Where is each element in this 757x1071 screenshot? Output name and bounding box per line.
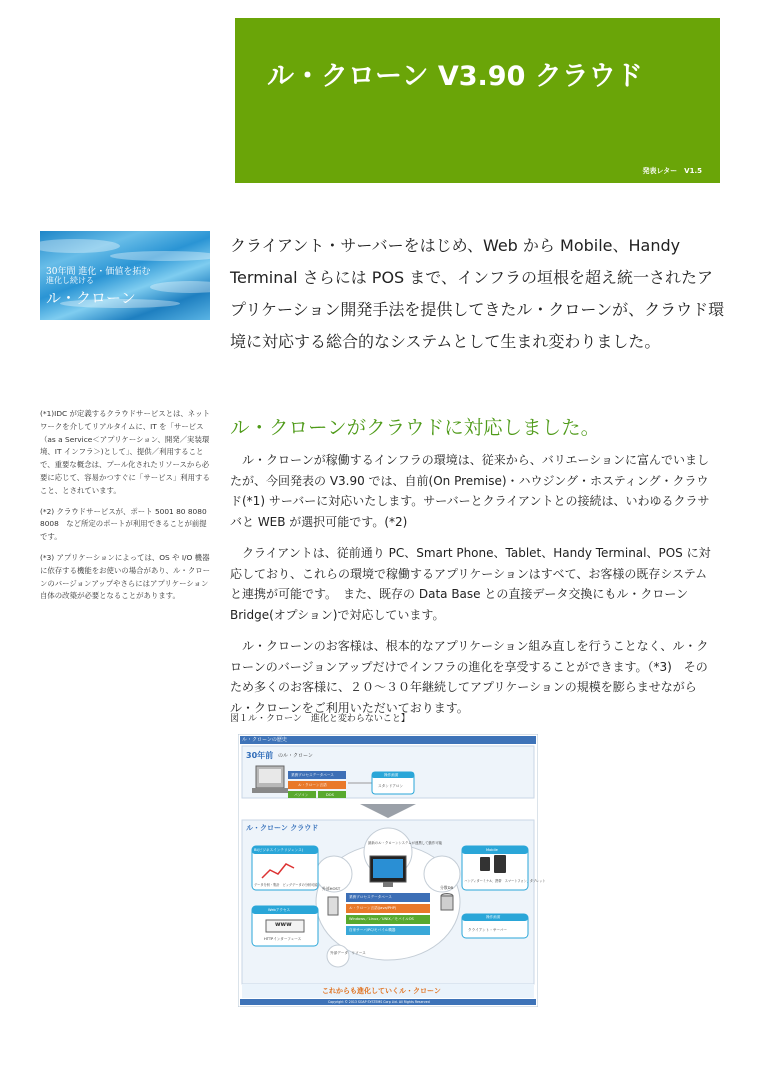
body-paragraph-3: ル・クローンのお客様は、根本的なアプリケーション組み直しを行うことなく、ル・クローンのバージョンアップだけでインフラの進化を享受することができます。（*3) そのため多くのお客様に、２０～３０年継続してアプリケーションの規模を膨らませながらル・クローンをご利用いただいております。 [230,639,709,715]
past-box-dos: DOS [326,792,334,797]
footnotes [40,408,212,611]
external-data-label: 外部データ リソース [330,951,366,955]
mobile-callout-text: ハンディターミナル、携帯 スマートフォン、タブレット [464,879,546,883]
body-text [230,450,718,729]
title-banner [235,18,720,183]
past-callout-title: 操作画面 [384,772,399,777]
body-paragraph-2: クライアントは、従前通り PC、Smart Phone、Tablet、Handy Terminal、POS に対応しており、これらの環境で稼働するアプリケーションはすべて、お客様の既存システムと連携が可能です。 また、既存の Data Base との直接データ交換にもル・クローン Bridge(オプション)で対応しています。 [230,546,711,622]
document-version: 発表レター V1.5 [642,167,702,175]
distributed-db-label: 分散DB [440,885,454,890]
hero-line-3: ル・クローン [46,289,136,307]
stack-devices: 自家サーバ/PC/モバイル機器 [349,928,396,932]
figure-copyright: Copyright © 2013 SOAP SYSTEMS Corp Ltd. All Rights Reserved [328,999,430,1004]
op-callout-text: クライアント・サーバー [468,928,507,932]
evolution-figure [238,734,546,1007]
center-note: 最新のル・クローンシステムが連携して動作可能 [368,841,443,845]
external-host-label: 外部HOST [322,886,341,891]
hero-line-1: 30年間 進化・価値を拓む [46,267,151,277]
footnote-3: (*3) アプリケーションによっては、OS や I/O 機器に依存する機能をお使いの場合があり、ル・クローンのバージョンアップやさらにはアプリケーション自体の改築が必要となることがあります。 [40,552,210,601]
past-box-lang: ル・クローン言語 [298,783,327,787]
www-icon: www [275,921,292,928]
footnote-1: (*1)IDC が定義するクラウドサービスとは、ネットワークを介してリアルタイムに、IT を「サービス（as a Service＜アプリケーション、開発／実装環境、IT インフラ＞)として」、提供／利用することで、重要な概念は、プール化されたリソースから必要に応じて、容易かつすぐに「サービス」利用すること、とされています。 [40,409,210,495]
figure-footer-text: これからも進化していくル・クローン [322,987,441,995]
hero-line-2: 進化し続ける [46,276,94,285]
hero-water-image [40,231,210,320]
mobile-callout-title: Mobile [486,847,498,852]
past-title: 30年前 [246,751,274,760]
stack-lang: ル・クローン言語(Java/PHP) [349,906,397,910]
section-heading: ル・クローンがクラウドに対応しました。 [230,416,601,439]
figure-caption: 図１ル・クローン 進化と変わらないこと】 [230,714,410,724]
body-paragraph-1: ル・クローンが稼働するインフラの環境は、従来から、バリエーションに富んでいましたが、今回発表の V3.90 では、自前(On Premise)・ハウジング・ホスティング・クラウド(*1) サーバーに対応いたします。サーバーとクライアントとの接続は、いわゆるクラサバと WEB が選択可能です。(*2) [230,453,710,529]
figure-tab-label: ル・クローンの歴史 [242,737,287,743]
past-box-pc: パソコン [294,792,309,797]
footnote-2: (*2) クラウドサービスが、ポート 5001 80 8080 8008 など所定のポートが利用できることが前提です。 [40,506,207,542]
bi-callout-text: データ分析・集計 ビッグデータの分析可能 [254,883,318,887]
web-callout-text: HTTPインターフェース [264,937,302,941]
bi-callout-title: BI(ビジネスインテリジェンス) [254,847,304,852]
past-box-db: 業務プロセスデータベース [291,773,334,777]
past-callout-text: スタンドアロン [378,784,404,788]
cloud-title: ル・クローン クラウド [246,824,319,832]
past-subtitle: のル・クローン [278,753,313,759]
intro-paragraph: クライアント・サーバーをはじめ、Web から Mobile、Handy Terminal さらには POS まで、インフラの垣根を超え統一されたアプリケーション開発手法を提供してきたル・クローンが、クラウド環境に対応する総合的なシステムとして生まれ変わりました。 [230,236,725,351]
document-title: ル・クローン V3.90 クラウド [267,61,643,92]
stack-os: Windows／Linux／UNIX／モバイルOS [349,917,414,921]
stack-db: 業務プロセスデータベース [349,895,392,899]
web-callout-title: Webアクセス [268,907,291,912]
op-callout-title: 操作画面 [486,915,501,919]
